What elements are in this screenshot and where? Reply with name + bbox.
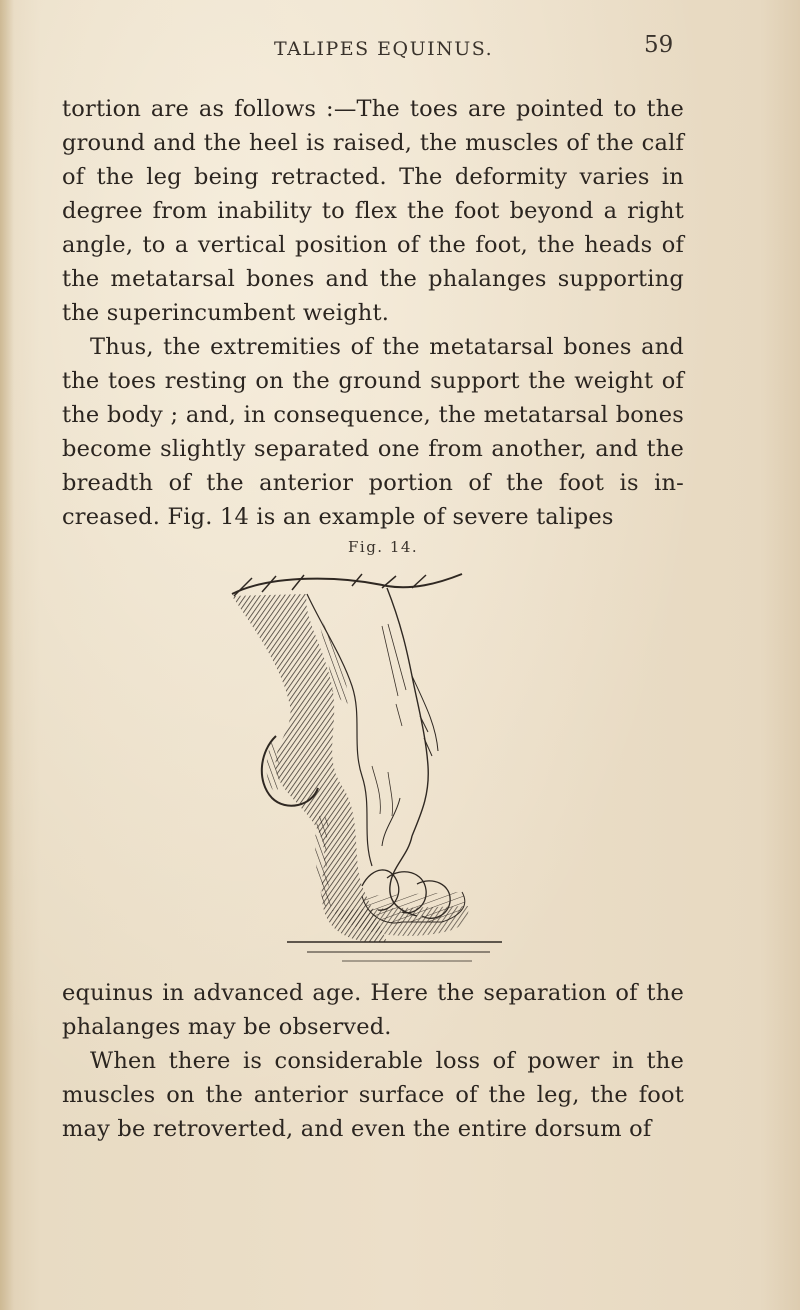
page-number: 59 bbox=[644, 32, 674, 58]
body-text-bottom bbox=[62, 976, 684, 1146]
paragraph: tortion are as follows :—The toes are pointed to the ground and the heel is raised, the muscles of the calf of the leg being retracted. The deformity varies in degree from inability to flex the foot beyond a right angle, to a vertical position of the foot, the heads of the metatarsal bones and the phalanges supporting the superincumbent weight. bbox=[62, 96, 684, 326]
figure-caption: Fig. 14. bbox=[348, 538, 419, 556]
body-text-top bbox=[62, 92, 684, 534]
running-head: TALIPES EQUINUS. bbox=[274, 38, 494, 60]
paragraph: Thus, the extremities of the metatarsal bones and the toes resting on the ground support the weight of the body ; and, in consequence, the metatarsal bones become slightly separated one from another, and the breadth of the anterior portion of the foot is in- creased. Fig. 14 is an example of severe talipes bbox=[62, 334, 684, 530]
page-gutter-shadow bbox=[0, 0, 14, 1310]
paragraph: When there is considerable loss of power in the muscles on the anterior surface of the leg, the foot may be retroverted, and even the entire dorsum of bbox=[62, 1048, 684, 1142]
foot-engraving-icon bbox=[212, 566, 522, 976]
paragraph: equinus in advanced age. Here the separation of the phalanges may be observed. bbox=[62, 980, 684, 1040]
figure-illustration bbox=[212, 566, 522, 976]
